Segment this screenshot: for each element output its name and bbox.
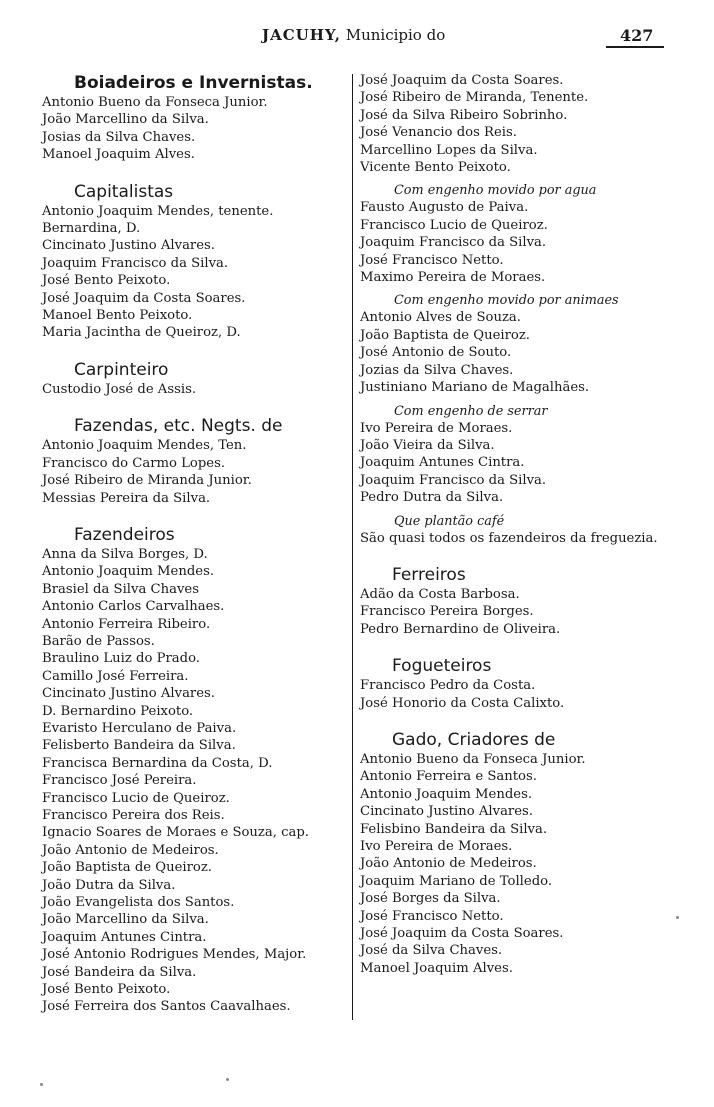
list-item: D. Bernardino Peixoto. bbox=[42, 703, 194, 719]
running-title-rest: Municipio do bbox=[345, 26, 446, 44]
entry-list bbox=[42, 437, 354, 507]
list-item: José Bandeira da Silva. bbox=[42, 964, 197, 980]
subsection-plantao-cafe bbox=[360, 513, 670, 547]
list-item: Pedro Dutra da Silva. bbox=[360, 490, 504, 506]
list-item: José Borges da Silva. bbox=[360, 891, 501, 907]
scan-speck bbox=[40, 1083, 43, 1086]
list-item: Joaquim Francisco da Silva. bbox=[360, 472, 547, 488]
list-item: Cincinato Justino Alvares. bbox=[360, 804, 534, 820]
list-item: Joaquim Antunes Cintra. bbox=[360, 455, 525, 471]
scan-speck bbox=[676, 916, 679, 919]
list-item: José Joaquim da Costa Soares. bbox=[360, 73, 564, 88]
section-heading: Capitalistas bbox=[74, 181, 174, 202]
section-heading: Fazendas, etc. Negts. de bbox=[74, 416, 283, 437]
list-item: Cincinato Justino Alvares. bbox=[42, 238, 216, 254]
entry-list bbox=[360, 751, 670, 977]
list-item: José Ribeiro de Miranda Junior. bbox=[42, 473, 252, 489]
section-heading: Carpinteiro bbox=[74, 359, 169, 380]
section-boiadeiros bbox=[42, 72, 354, 164]
entry-list bbox=[360, 586, 670, 638]
subsection-paragraph: São quasi todos os fazendeiros da freguezia. bbox=[360, 530, 658, 546]
list-item: Felisberto Bandeira da Silva. bbox=[42, 738, 236, 754]
list-item: Antonio Alves de Souza. bbox=[360, 310, 521, 326]
list-item: Ivo Pereira de Moraes. bbox=[360, 839, 513, 854]
list-item: João Marcellino da Silva. bbox=[42, 112, 209, 128]
list-item: Joaquim Francisco da Silva. bbox=[360, 235, 547, 251]
list-item: Marcellino Lopes da Silva. bbox=[360, 142, 538, 158]
list-item: Manoel Joaquim Alves. bbox=[360, 960, 513, 976]
list-item: Francisca Bernardina da Costa, D. bbox=[42, 755, 273, 771]
list-item: José da Silva Ribeiro Sobrinho. bbox=[360, 107, 568, 123]
list-item: João Vieira da Silva. bbox=[360, 437, 495, 453]
list-item: Antonio Bueno da Fonseca Junior. bbox=[42, 95, 268, 110]
list-item: José Joaquim da Costa Soares. bbox=[42, 290, 246, 306]
section-heading: Gado, Criadores de bbox=[392, 729, 556, 750]
list-item: João Dutra da Silva. bbox=[42, 877, 176, 893]
list-item: José Joaquim da Costa Soares. bbox=[360, 926, 564, 942]
entry-list bbox=[360, 309, 670, 396]
list-item: Antonio Joaquim Mendes, tenente. bbox=[42, 203, 274, 219]
list-item: Antonio Joaquim Mendes. bbox=[42, 564, 215, 580]
section-carpinteiro bbox=[42, 359, 354, 398]
list-item: Manoel Bento Peixoto. bbox=[42, 308, 193, 324]
list-item: José Antonio Rodrigues Mendes, Major. bbox=[42, 947, 307, 963]
list-item: Francisco Pereira dos Reis. bbox=[42, 808, 225, 823]
list-item: Barão de Passos. bbox=[42, 633, 155, 649]
list-item: Ignacio Soares de Moraes e Souza, cap. bbox=[42, 825, 309, 841]
list-item: Antonio Ferreira Ribeiro. bbox=[42, 616, 211, 632]
subsection-heading: Que plantão café bbox=[394, 513, 505, 529]
section-heading: Fogueteiros bbox=[392, 656, 492, 677]
list-item: Maria Jacintha de Queiroz, D. bbox=[42, 325, 241, 341]
section-fazendeiros bbox=[42, 524, 354, 1016]
list-item: Custodio José de Assis. bbox=[42, 381, 197, 397]
section-gado-criadores bbox=[360, 729, 670, 977]
list-item: Francisco Lucio de Queiroz. bbox=[360, 217, 548, 233]
list-item: Fausto Augusto de Paiva. bbox=[360, 200, 529, 216]
list-item: Francisco José Pereira. bbox=[42, 773, 197, 789]
list-item: João Baptista de Queiroz. bbox=[42, 860, 213, 876]
list-item: Felisbino Bandeira da Silva. bbox=[360, 821, 548, 837]
page-number: 427 bbox=[620, 26, 654, 45]
list-item: João Baptista de Queiroz. bbox=[360, 327, 531, 343]
list-item: José Ribeiro de Miranda, Tenente. bbox=[360, 90, 589, 106]
section-fazendas-negts bbox=[42, 415, 354, 507]
section-fogueteiros bbox=[360, 655, 670, 712]
subsection-heading: Com engenho movido por agua bbox=[394, 183, 597, 199]
entry-list bbox=[360, 420, 670, 507]
list-item: João Antonio de Medeiros. bbox=[360, 856, 537, 872]
section-capitalistas bbox=[42, 181, 354, 342]
list-item: Antonio Joaquim Mendes. bbox=[360, 786, 533, 802]
list-item: Francisco Lucio de Queiroz. bbox=[42, 790, 230, 806]
continued-entry-list bbox=[360, 72, 670, 176]
list-item: Messias Pereira da Silva. bbox=[42, 490, 211, 506]
list-item: Antonio Bueno da Fonseca Junior. bbox=[360, 751, 586, 767]
section-heading: Ferreiros bbox=[392, 564, 466, 585]
entry-list bbox=[360, 677, 670, 712]
list-item: Francisco Pedro da Costa. bbox=[360, 678, 536, 694]
header-rule bbox=[606, 46, 664, 48]
list-item: Joaquim Antunes Cintra. bbox=[42, 929, 207, 945]
list-item: Francisco do Carmo Lopes. bbox=[42, 455, 226, 471]
section-heading: Fazendeiros bbox=[74, 524, 175, 545]
entry-list bbox=[42, 203, 354, 342]
list-item: Antonio Joaquim Mendes, Ten. bbox=[42, 438, 247, 454]
list-item: Francisco Pereira Borges. bbox=[360, 604, 534, 620]
entry-list bbox=[42, 546, 354, 1016]
list-item: José Francisco Netto. bbox=[360, 252, 504, 268]
list-item: Brasiel da Silva Chaves bbox=[42, 581, 199, 597]
list-item: Antonio Ferreira e Santos. bbox=[360, 769, 537, 785]
entry-list bbox=[360, 199, 670, 286]
list-item: Anna da Silva Borges, D. bbox=[42, 546, 208, 562]
list-item: José Antonio de Souto. bbox=[360, 345, 512, 361]
list-item: Braulino Luiz do Prado. bbox=[42, 651, 200, 667]
list-item: Jozias da Silva Chaves. bbox=[360, 362, 514, 378]
entry-list bbox=[42, 94, 354, 164]
section-heading: Boiadeiros e Invernistas. bbox=[74, 73, 313, 93]
list-item: José Francisco Netto. bbox=[360, 908, 504, 924]
list-item: Joaquim Mariano de Tolledo. bbox=[360, 873, 553, 889]
list-item: Manoel Joaquim Alves. bbox=[42, 147, 195, 163]
subsection-heading: Com engenho de serrar bbox=[394, 403, 548, 419]
list-item: Adão da Costa Barbosa. bbox=[360, 586, 520, 602]
list-item: Pedro Bernardino de Oliveira. bbox=[360, 621, 561, 637]
list-item: Evaristo Herculano de Paiva. bbox=[42, 720, 237, 736]
right-column bbox=[360, 72, 670, 977]
list-item: Cincinato Justino Alvares. bbox=[42, 686, 216, 702]
list-item: Antonio Carlos Carvalhaes. bbox=[42, 599, 225, 615]
entry-list bbox=[42, 381, 354, 398]
list-item: José Bento Peixoto. bbox=[42, 982, 171, 998]
list-item: João Marcellino da Silva. bbox=[42, 912, 209, 928]
list-item: José Honorio da Costa Calixto. bbox=[360, 695, 565, 711]
list-item: Ivo Pereira de Moraes. bbox=[360, 420, 513, 436]
running-title-bold: JACUHY, bbox=[262, 26, 341, 44]
section-ferreiros bbox=[360, 564, 670, 638]
list-item: Bernardina, D. bbox=[42, 221, 141, 237]
list-item: Josias da Silva Chaves. bbox=[42, 129, 196, 145]
left-column bbox=[42, 72, 354, 1016]
list-item: José da Silva Chaves. bbox=[360, 943, 503, 959]
running-title bbox=[262, 26, 445, 44]
list-item: José Ferreira dos Santos Caavalhaes. bbox=[42, 999, 291, 1015]
list-item: José Bento Peixoto. bbox=[42, 273, 171, 289]
list-item: José Venancio dos Reis. bbox=[360, 125, 517, 141]
subsection-engenho-animaes bbox=[360, 292, 670, 396]
list-item: Joaquim Francisco da Silva. bbox=[42, 255, 229, 271]
page-header bbox=[0, 26, 714, 48]
subsection-engenho-serrar bbox=[360, 403, 670, 507]
list-item: Justiniano Mariano de Magalhães. bbox=[360, 380, 590, 396]
list-item: Vicente Bento Peixoto. bbox=[360, 160, 511, 176]
scan-speck bbox=[226, 1078, 229, 1081]
subsection-engenho-agua bbox=[360, 182, 670, 286]
list-item: Camillo José Ferreira. bbox=[42, 668, 189, 684]
list-item: Maximo Pereira de Moraes. bbox=[360, 270, 546, 286]
list-item: João Antonio de Medeiros. bbox=[42, 842, 219, 858]
subsection-heading: Com engenho movido por animaes bbox=[394, 293, 619, 309]
list-item: João Evangelista dos Santos. bbox=[42, 895, 235, 911]
